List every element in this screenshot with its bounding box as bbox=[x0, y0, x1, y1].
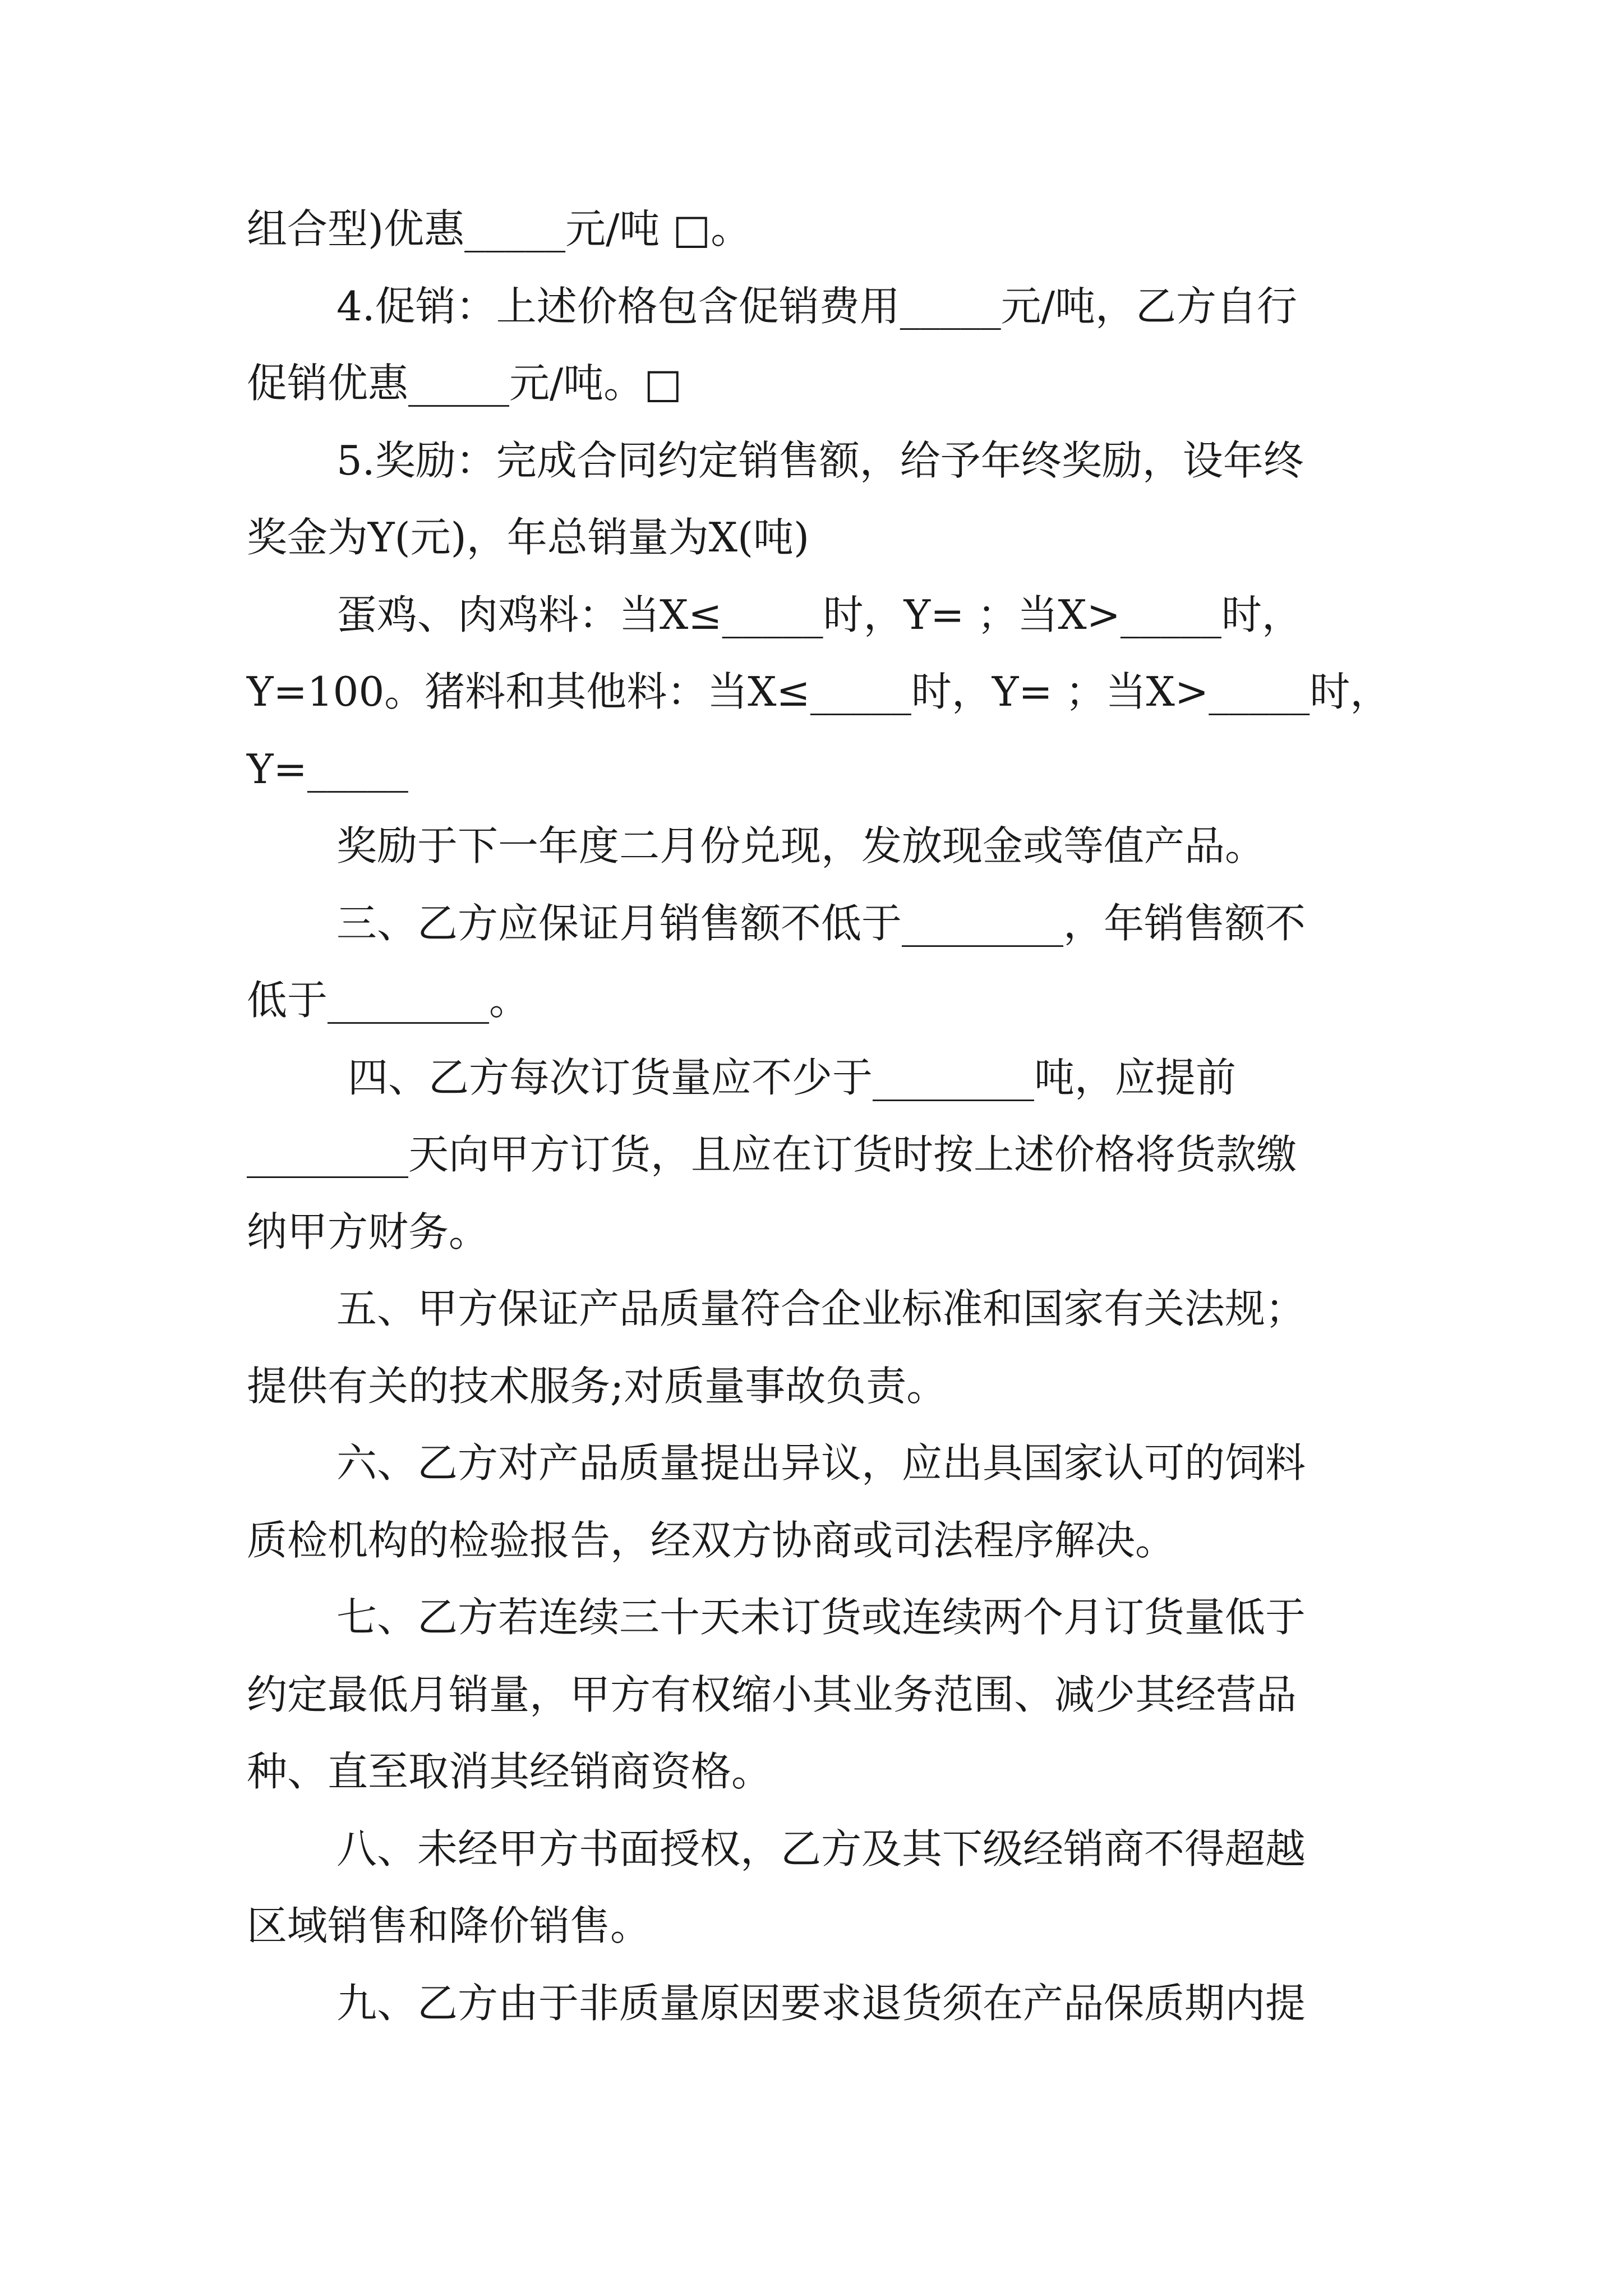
text-line: 九、乙方由于非质量原因要求退货须在产品保质期内提 bbox=[336, 1979, 1306, 2027]
text-line: 提供有关的技术服务;对质量事故负责。 bbox=[247, 1362, 947, 1410]
text-line: Y=100。猪料和其他料：当X≤_____时，Y= ；当X>_____时， bbox=[247, 668, 1391, 715]
text-line: 促销优惠_____元/吨。□ bbox=[247, 360, 683, 407]
text-line: 低于________。 bbox=[247, 977, 530, 1024]
text-line: 5.奖励：完成合同约定销售额，给予年终奖励，设年终 bbox=[336, 436, 1304, 484]
text-line: 纳甲方财务。 bbox=[247, 1208, 490, 1255]
document-page bbox=[247, 191, 1389, 2042]
text-line: Y=_____ bbox=[247, 745, 408, 793]
text-line: 4.促销：上述价格包含促销费用_____元/吨，乙方自行 bbox=[336, 282, 1297, 330]
text-line: 质检机构的检验报告，经双方协商或司法程序解决。 bbox=[247, 1516, 1176, 1564]
text-line: 蛋鸡、肉鸡料：当X≤_____时，Y= ；当X>_____时， bbox=[336, 591, 1302, 638]
text-line: 三、乙方应保证月销售额不低于________，年销售额不 bbox=[336, 899, 1306, 947]
text-line: 组合型)优惠_____元/吨 □。 bbox=[247, 205, 751, 252]
text-line: 区域销售和降价销售。 bbox=[247, 1902, 651, 1949]
text-line: ________天向甲方订货，且应在订货时按上述价格将货款缴 bbox=[247, 1131, 1297, 1178]
text-line: 奖励于下一年度二月份兑现，发放现金或等值产品。 bbox=[336, 822, 1266, 869]
text-line: 六、乙方对产品质量提出异议，应出具国家认可的饲料 bbox=[336, 1439, 1306, 1487]
text-line: 八、未经甲方书面授权，乙方及其下级经销商不得超越 bbox=[336, 1825, 1306, 1872]
text-line: 五、甲方保证产品质量符合企业标准和国家有关法规； bbox=[336, 1285, 1306, 1332]
text-line: 约定最低月销量，甲方有权缩小其业务范围、减少其经营品 bbox=[247, 1671, 1297, 1718]
text-line: 奖金为Y(元)，年总销量为X(吨) bbox=[247, 514, 810, 561]
text-line: 四、乙方每次订货量应不少于________吨，应提前 bbox=[348, 1053, 1237, 1101]
text-line: 种、直至取消其经销商资格。 bbox=[247, 1748, 772, 1795]
text-line: 七、乙方若连续三十天未订货或连续两个月订货量低于 bbox=[336, 1594, 1306, 1641]
